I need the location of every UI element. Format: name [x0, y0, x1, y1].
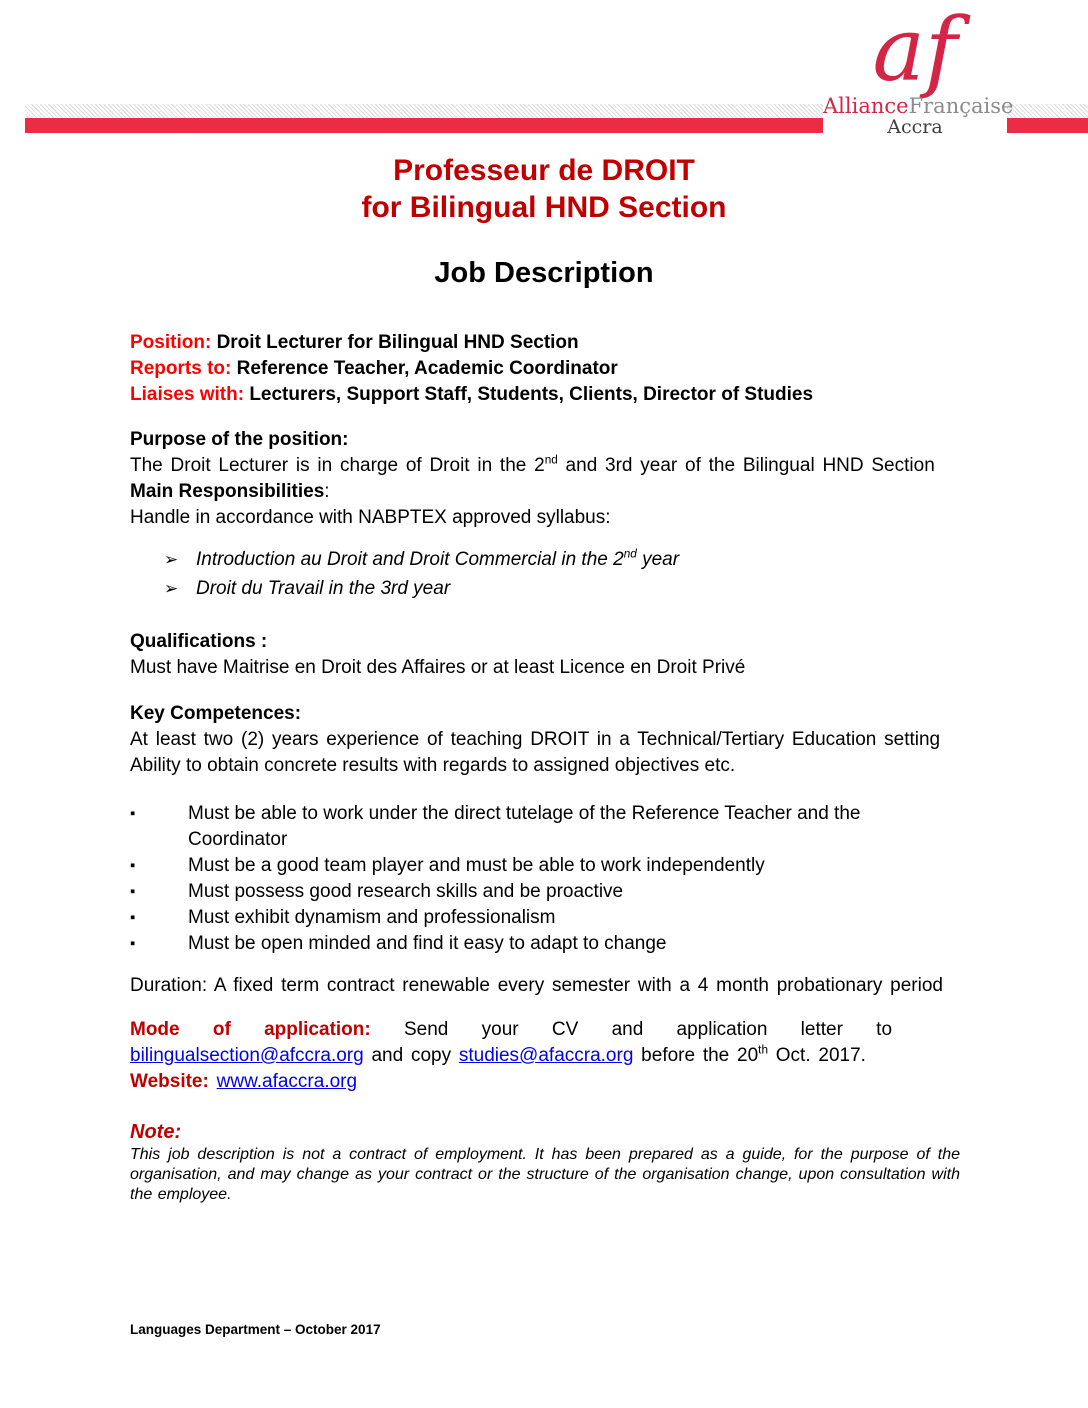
responsibility-text: Introduction au Droit and Droit Commercial in the 2nd year [196, 547, 680, 570]
application-intro-line: Mode of application: Send your CV and application letter to [130, 1019, 893, 1040]
superscript-nd: nd [623, 547, 637, 561]
note-body: This job description is not a contract of employment. It has been prepared as a guide, for the purpose of the organisation, and may change as your contract or the structure of the organisation change, upon consultation with the employee. [130, 1146, 960, 1203]
qualifications-body: Must have Maitrise en Droit des Affaires or at least Licence en Droit Privé [130, 657, 746, 678]
square-bullet-icon: ▪ [130, 935, 136, 952]
alliance-francaise-logo [823, 0, 1014, 156]
reports-to-label: Reports to: [130, 358, 232, 379]
position-meta-block [130, 330, 960, 408]
qualifications-section [130, 629, 960, 681]
footer-text: Languages Department – October 2017 [130, 1322, 381, 1337]
square-bullet-icon: ▪ [130, 909, 136, 926]
liaises-with-value: Lecturers, Support Staff, Students, Clients, Director of Studies [249, 384, 814, 405]
arrow-bullet-icon: ➢ [164, 579, 179, 598]
position-label: Position: [130, 332, 212, 353]
key-competences-heading: Key Competences: [130, 703, 302, 724]
bilingual-section-email-link[interactable]: bilingualsection@afccra.org [130, 1045, 364, 1066]
competences-paragraph: Ability to obtain concrete results with regards to assigned objectives etc. [130, 755, 736, 776]
page-title-line1: Professeur de DROIT [393, 154, 695, 187]
square-bullet-icon: ▪ [130, 805, 136, 822]
purpose-heading: Purpose of the position: [130, 429, 349, 450]
main-responsibilities-heading: Main Responsibilities: [130, 481, 330, 502]
requirement-text: Must be able to work under the direct tutelage of the Reference Teacher and the Coordinator [188, 803, 861, 850]
requirements-list [130, 801, 960, 957]
reports-to-value: Reference Teacher, Academic Coordinator [236, 358, 618, 379]
requirement-text: Must be a good team player and must be able to work independently [188, 855, 765, 876]
application-detail-line: bilingualsection@afccra.org and copy studies@afaccra.org before the 20th Oct. 2017. [130, 1043, 866, 1066]
superscript-nd: nd [544, 453, 558, 467]
purpose-section [130, 427, 960, 531]
website-label: Website: [130, 1071, 209, 1092]
list-item [164, 574, 960, 603]
qualifications-heading: Qualifications : [130, 631, 268, 652]
requirement-text: Must be open minded and find it easy to adapt to change [188, 933, 667, 954]
list-item [164, 545, 960, 574]
list-item [130, 853, 960, 879]
studies-email-link[interactable]: studies@afaccra.org [458, 1045, 634, 1066]
requirement-text: Must exhibit dynamism and professionalism [188, 907, 556, 928]
note-heading: Note: [130, 1121, 182, 1143]
logo-wordmark [823, 93, 1014, 118]
list-item [130, 905, 960, 931]
superscript-th: th [758, 1043, 768, 1057]
page-subtitle: Job Description [434, 257, 654, 289]
note-section [130, 1119, 960, 1205]
document-body [130, 330, 960, 1205]
square-bullet-icon: ▪ [130, 857, 136, 874]
list-item [130, 879, 960, 905]
page-title-line2: for Bilingual HND Section [361, 191, 727, 224]
mode-of-application-label: Mode of application: [130, 1019, 371, 1040]
responsibilities-intro: Handle in accordance with NABPTEX approved syllabus: [130, 507, 611, 528]
website-link[interactable]: www.afaccra.org [216, 1071, 358, 1092]
logo-city-text: Accra [887, 115, 943, 138]
requirement-text: Must possess good research skills and be proactive [188, 881, 624, 902]
list-item [130, 931, 960, 957]
key-competences-section [130, 701, 960, 779]
arrow-bullet-icon: ➢ [164, 550, 179, 569]
square-bullet-icon: ▪ [130, 883, 136, 900]
purpose-body: The Droit Lecturer is in charge of Droit in the 2nd and 3rd year of the Bilingual HND Section [130, 453, 935, 476]
application-paragraph [130, 1017, 960, 1095]
liaises-with-label: Liaises with: [130, 384, 245, 405]
competences-paragraph: At least two (2) years experience of teaching DROIT in a Technical/Tertiary Education setting [130, 729, 941, 750]
logo-francaise-text: Française [908, 93, 1014, 118]
logo-alliance-text: Alliance [823, 93, 909, 118]
responsibilities-list [130, 545, 960, 603]
duration-paragraph: Duration: A fixed term contract renewable every semester with a 4 month probationary period [130, 975, 943, 996]
list-item [130, 801, 960, 853]
position-value: Droit Lecturer for Bilingual HND Section [216, 332, 579, 353]
responsibility-text: Droit du Travail in the 3rd year [196, 578, 451, 599]
af-monogram-icon: af [872, 0, 958, 101]
